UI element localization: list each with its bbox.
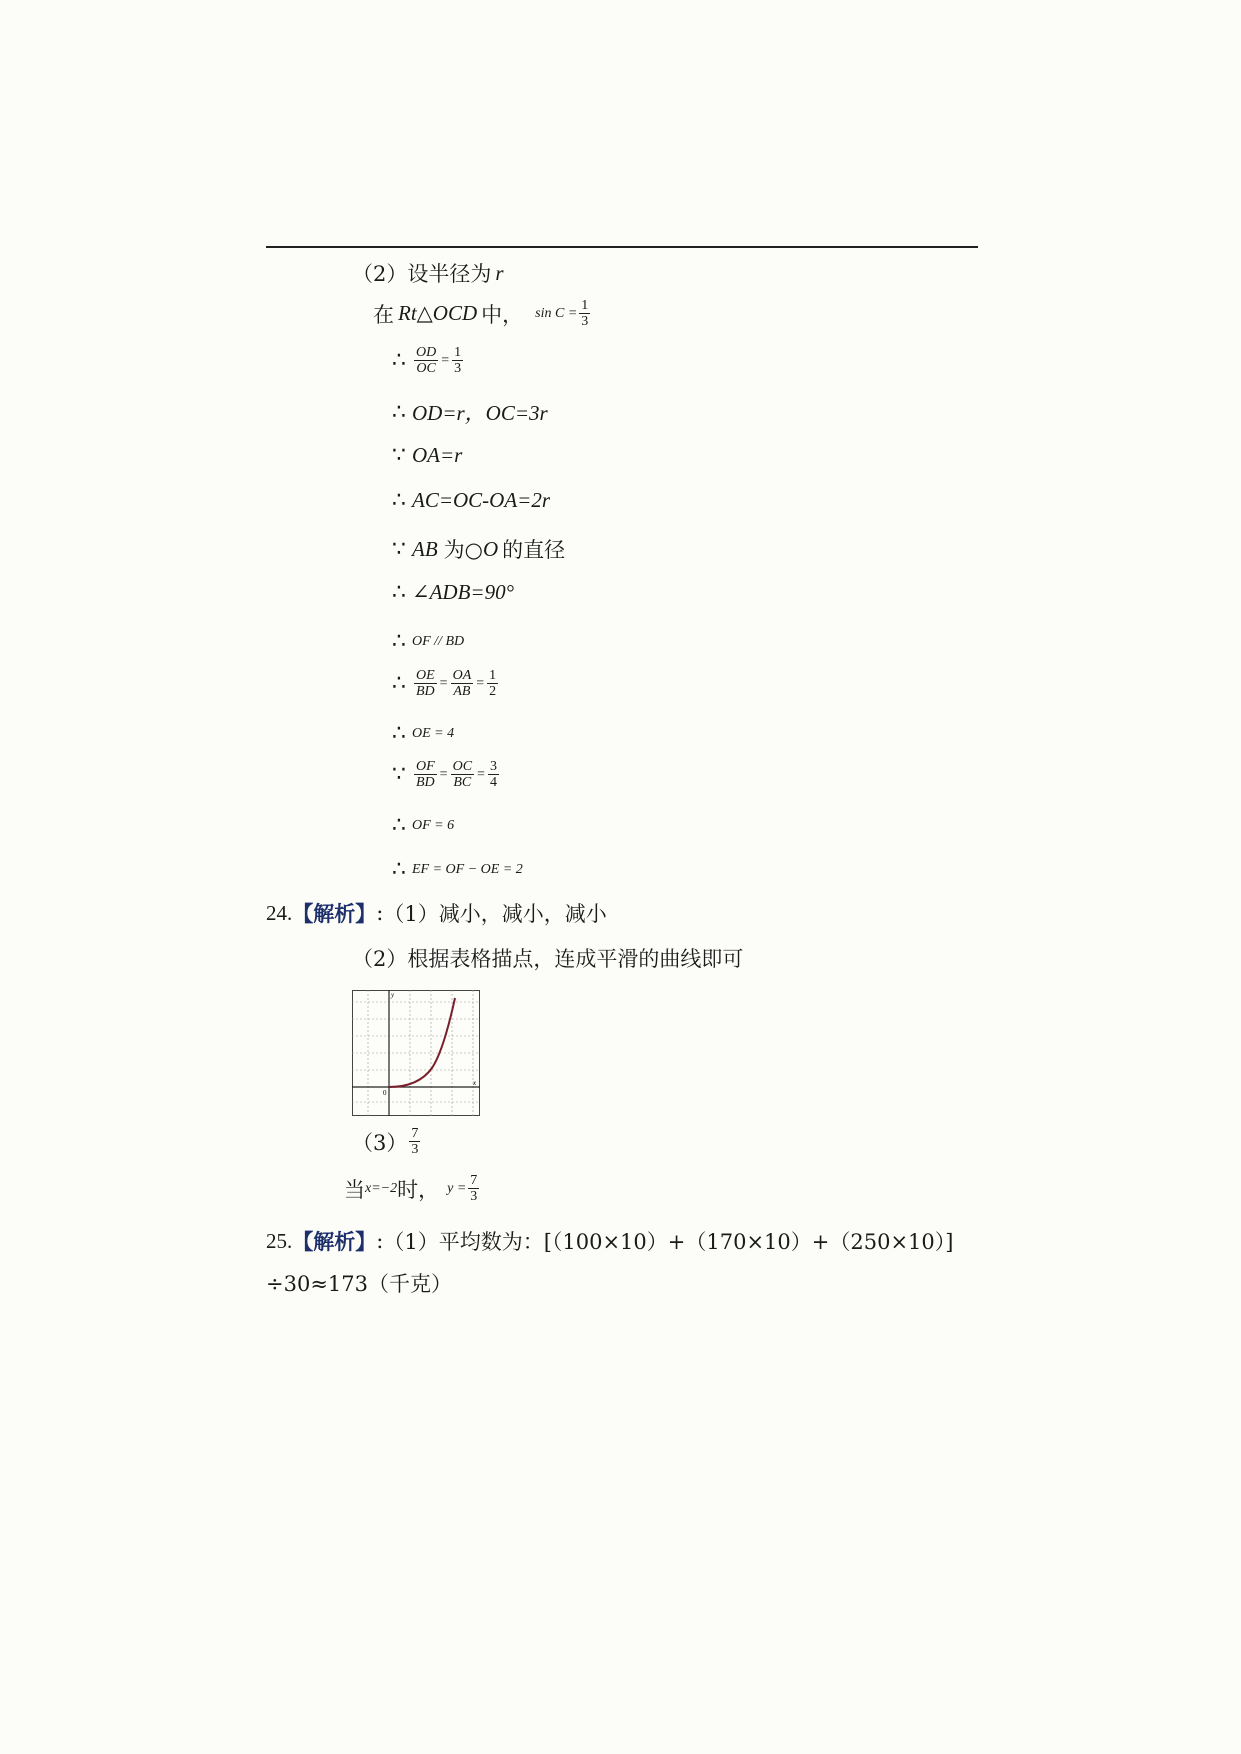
triangle-line: 在 Rt△OCD 中， sin C = $\frac{1}{3}$ <box>373 298 589 329</box>
step-od-oc: ∴ OD=r，OC=3r <box>392 399 548 425</box>
q24-when: 当 x=−2 时， y = $\frac{7}{3}$ <box>344 1173 478 1204</box>
sin-fraction: $\frac{1}{3}$ <box>581 298 589 329</box>
q24-label: 【解析】 <box>292 901 377 926</box>
q25-line1: 25. 【解析】 : （1）平均数为：[（100×10）+（170×10）+（250×10）] <box>266 1226 953 1256</box>
curve-graph <box>352 990 480 1116</box>
ratio-od-oc: ∴ $\frac{OD}{OC}$ = $\frac{1}{3}$ <box>392 345 462 376</box>
ratio-of-bd: ∵ $\frac{OF}{BD}$ = $\frac{OC}{BC}$ = $\frac{3}{4}$ <box>392 759 497 790</box>
q24-part1: 24. 【解析】 : （1）减小，减小，减小 <box>266 898 607 928</box>
step-ef: ∴ EF = OF − OE = 2 <box>392 857 523 882</box>
step-of: ∴ OF = 6 <box>392 813 455 838</box>
part2-intro: （2）设半径为 r <box>352 260 504 286</box>
step-ab-diameter: ∵ AB 为○ O 的直径 <box>392 536 566 562</box>
ratio-oe-bd: ∴ $\frac{OE}{BD}$ = $\frac{OA}{AB}$ = $\frac{1}{2}$ <box>392 668 497 699</box>
origin-label: 0 <box>383 1089 387 1097</box>
q24-part3: （3） $\frac{7}{3}$ <box>352 1126 419 1157</box>
step-oe: ∴ OE = 4 <box>392 721 455 746</box>
step-ac: ∴ AC=OC-OA=2r <box>392 488 551 513</box>
x-axis-label: x <box>473 1079 477 1087</box>
q25-label: 【解析】 <box>292 1229 377 1254</box>
step-oa: ∵ OA=r <box>392 443 463 468</box>
step-angle: ∴ ∠ADB=90° <box>392 580 514 605</box>
q25-line2: ÷30≈173（千克） <box>266 1272 452 1296</box>
header-rule <box>266 246 978 248</box>
q24-part2: （2）根据表格描点，连成平滑的曲线即可 <box>352 947 744 971</box>
y-axis-label: y <box>391 991 395 999</box>
step-parallel: ∴ OF // BD <box>392 629 465 654</box>
